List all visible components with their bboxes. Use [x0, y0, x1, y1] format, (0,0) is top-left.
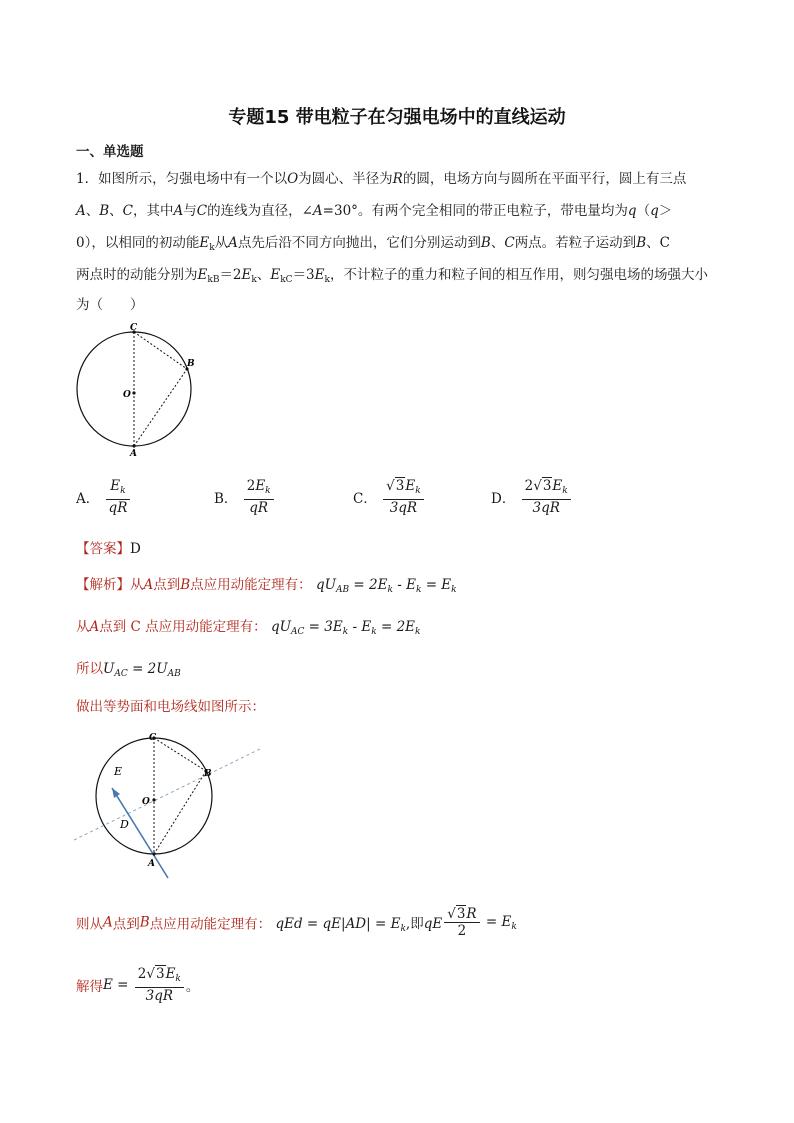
- label-B: B: [204, 769, 212, 779]
- circle-figure-1: [70, 322, 200, 460]
- label-D: D: [120, 818, 129, 831]
- label-E: E: [114, 765, 123, 778]
- analysis-line-4: 做出等势面和电场线如图所示：: [76, 699, 265, 715]
- analysis-line-3: 所以$U_{AC} = 2U_{AB}$: [76, 661, 181, 679]
- question-line-5: 为（ ）: [76, 297, 144, 313]
- label-A: A: [130, 449, 137, 459]
- answer-line: [76, 537, 141, 557]
- chord-AB: [134, 369, 187, 446]
- label-C: C: [130, 323, 138, 333]
- answer-value: D: [130, 541, 141, 557]
- analysis-line-6: 解得E = $\frac{2√3E_k}{3qR}$ 。: [76, 966, 200, 1004]
- label-C: C: [149, 733, 157, 743]
- equipotential-line: [74, 748, 262, 840]
- label-A: A: [148, 859, 155, 869]
- chord-CB: [154, 738, 206, 771]
- page-title: 专题15 带电粒子在匀强电场中的直线运动: [228, 107, 566, 128]
- option-B[interactable]: B． $\frac{2E_k}{qR}$: [214, 478, 276, 516]
- analysis-line-1: 【解析】从A点到B点应用动能定理有： $qU_{AB} = 2E_k - E_k = E_k$: [76, 577, 457, 595]
- chord-AB: [154, 771, 206, 854]
- analysis-line-2: 从A点到 C 点应用动能定理有： $qU_{AC} = 3E_k - E_k = 2E_k$: [76, 619, 421, 637]
- question-line-3: 0），以相同的初动能$E_k$从A点先后沿不同方向抛出，它们分别运动到B、C两点。若粒子运动到B、C: [76, 235, 670, 253]
- question-line-1: 1．如图所示，匀强电场中有一个以O为圆心、半径为R的圆，电场方向与圆所在平面平行，圆上有三点: [76, 171, 687, 187]
- arrow-head: [112, 788, 120, 798]
- circle-figure-2: [70, 726, 270, 886]
- question-line-2: A、B、C，其中A与C的连线为直径，∠A=30°。有两个完全相同的带正电粒子，带电量均为q（q＞: [76, 203, 673, 219]
- answer-label: 【答案】: [76, 541, 130, 557]
- question-line-4: 两点时的动能分别为$E_{kB}=2E_k$、$E_{kC}=3E_k$，不计粒子的重力和粒子间的相互作用，则匀强电场的场强大小: [76, 267, 708, 285]
- option-D[interactable]: D． $\frac{2√3E_k}{3qR}$: [491, 478, 573, 516]
- label-B: B: [187, 359, 195, 369]
- chord-CB: [134, 332, 187, 369]
- analysis-line-5: 则从A点到B点应用动能定理有： qEd = $qE|AD| = E_k$,即qE $\frac{√3R}{2}$ = $E_k$: [76, 906, 517, 939]
- label-O: O: [123, 390, 131, 400]
- field-line-arrow: [112, 788, 168, 878]
- label-O: O: [142, 797, 150, 807]
- section-heading: 一、单选题: [76, 144, 144, 160]
- option-A[interactable]: A． $\frac{E_k}{qR}$: [76, 478, 132, 516]
- option-C[interactable]: C． $\frac{√3E_k}{3qR}$: [353, 478, 426, 516]
